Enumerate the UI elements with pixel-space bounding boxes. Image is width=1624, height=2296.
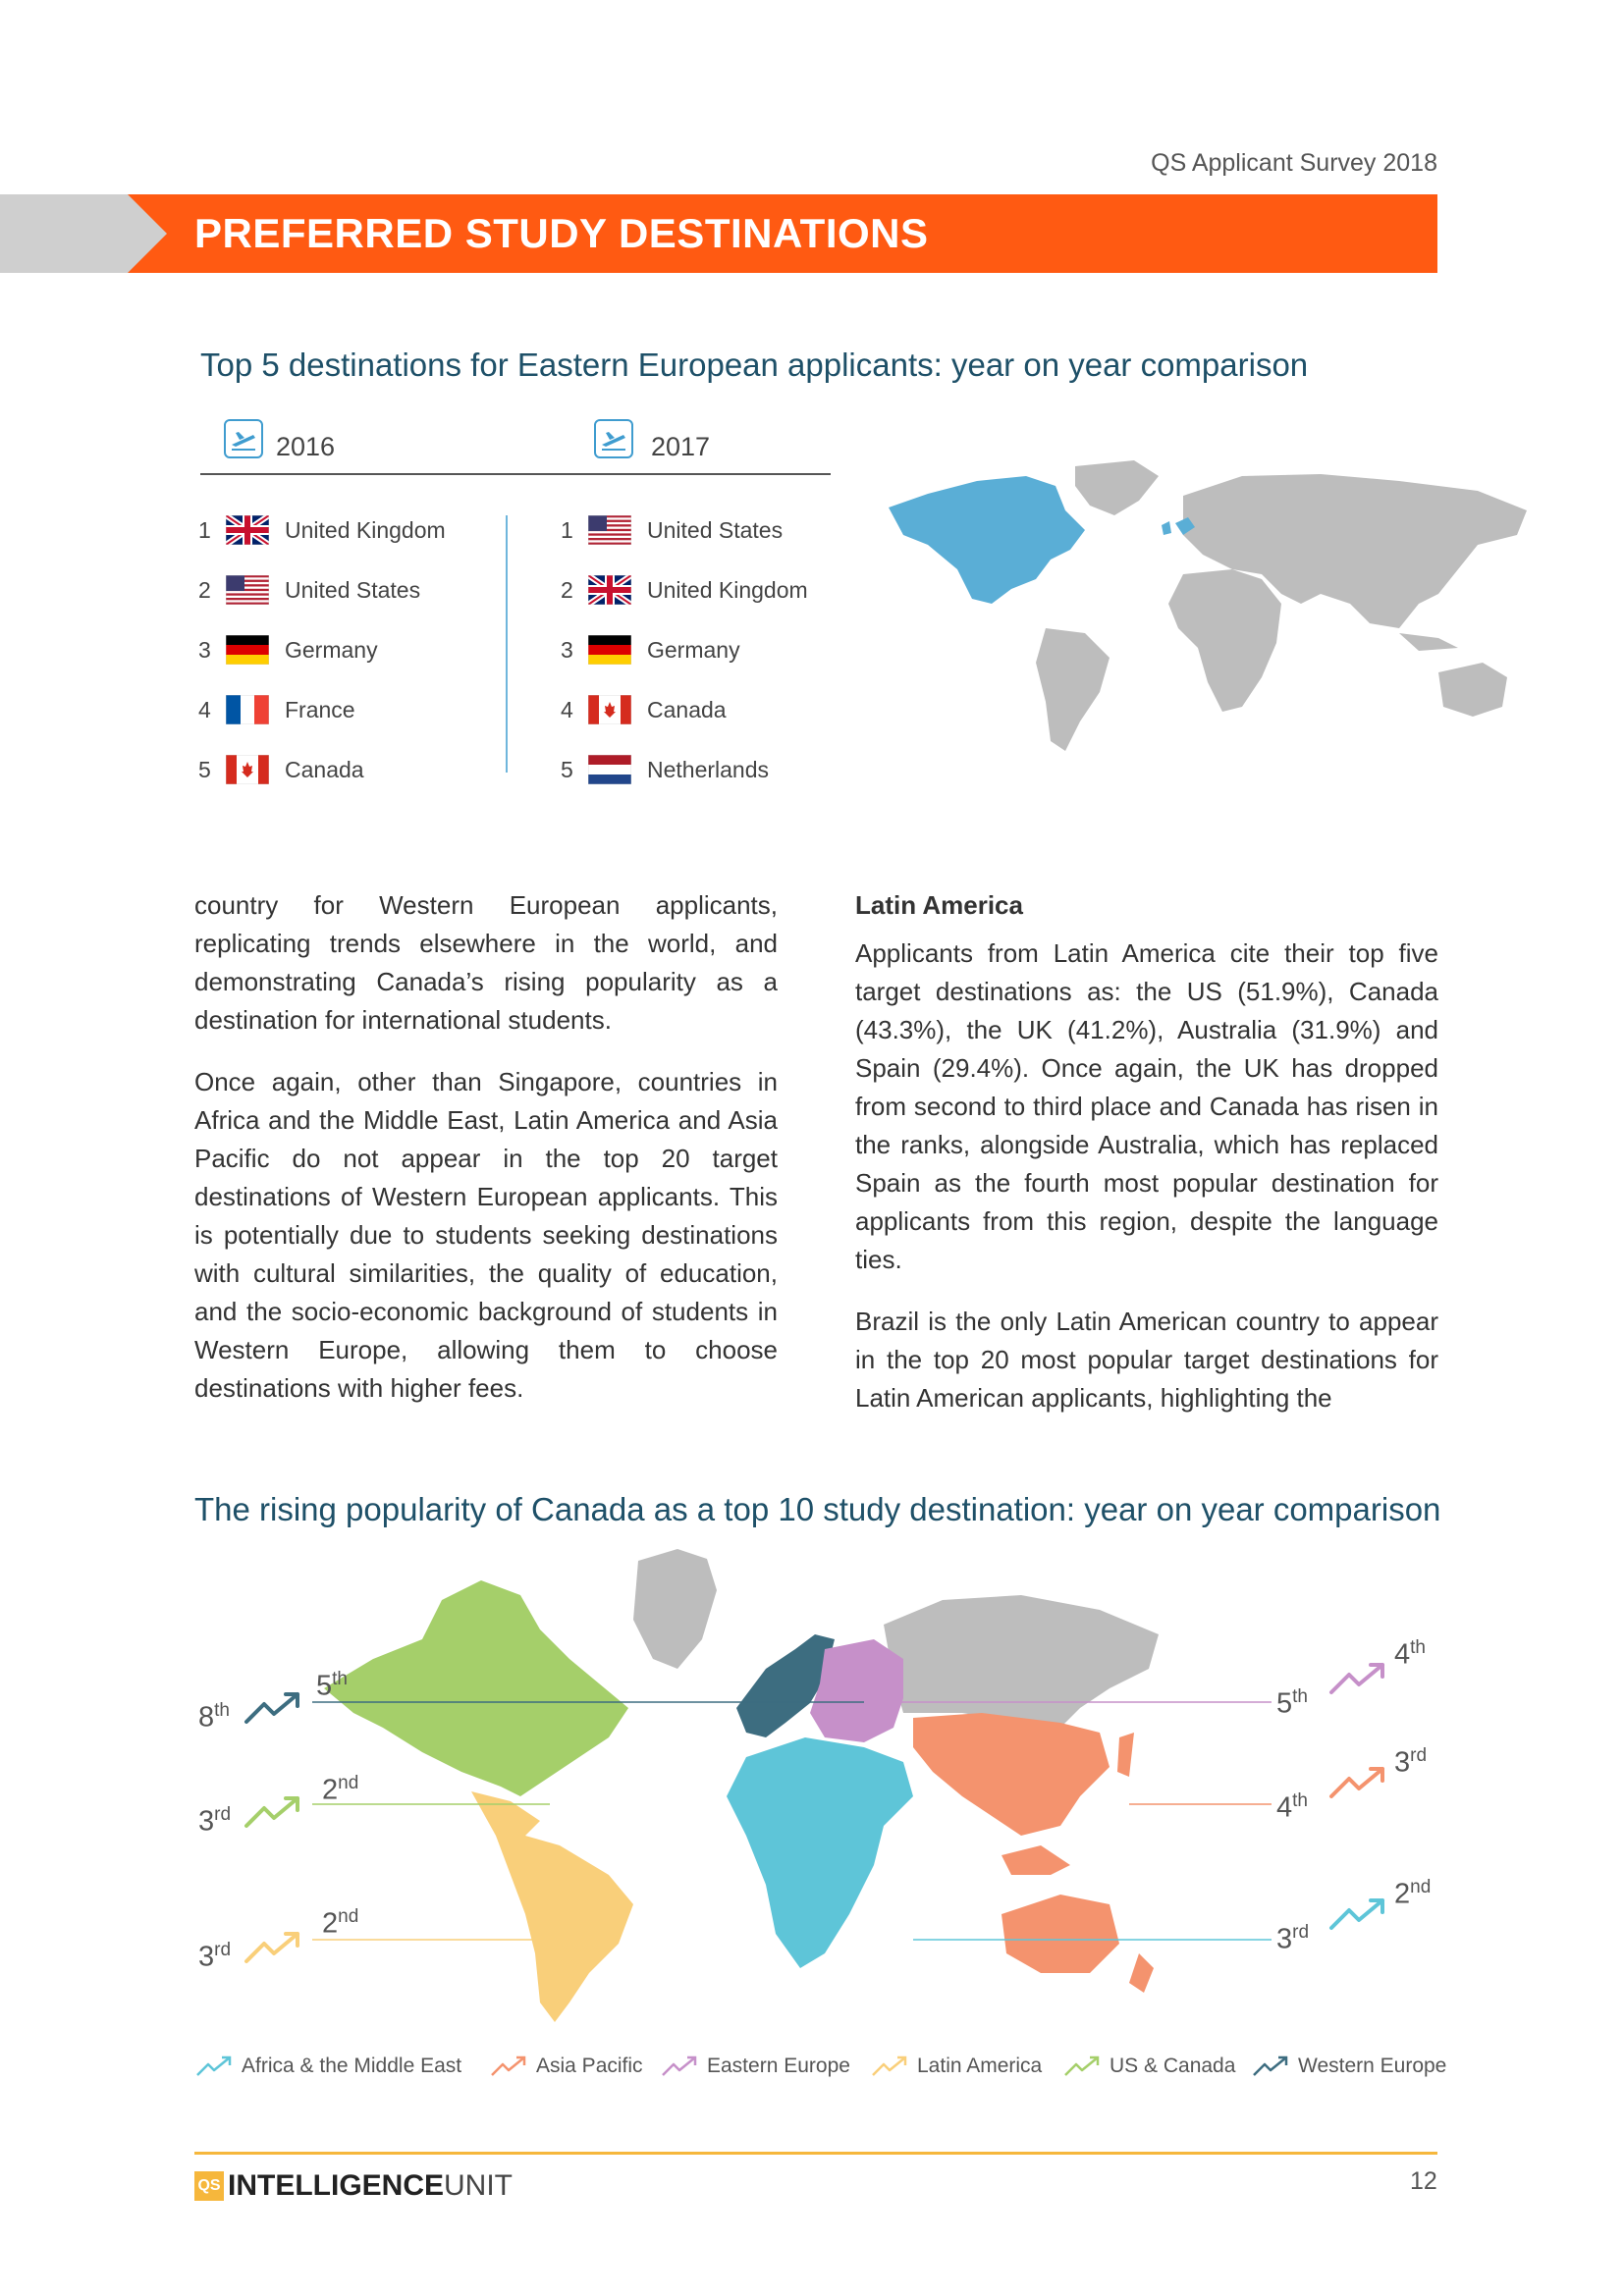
survey-title: QS Applicant Survey 2018: [1151, 149, 1437, 177]
destination-rank: 1: [198, 516, 211, 543]
body-paragraph: country for Western European applicants, replicating trends elsewhere in the world, and demonstrating Canada’s rising popularity as a destination for international students.: [194, 890, 778, 1035]
destination-country: Canada: [647, 696, 727, 722]
trend-up-icon: [1327, 1763, 1390, 1802]
legend-label: Latin America: [917, 2055, 1043, 2077]
canada-chart-title: The rising popularity of Canada as a top 10 study destination: year on year comparison: [194, 1491, 1441, 1527]
trend-up-icon: [489, 2054, 530, 2079]
rank-2018-label: 2nd: [322, 1773, 359, 1806]
brand-intelligence: INTELLIGENCE: [228, 2169, 445, 2202]
rank-2018-label: 5th: [316, 1669, 348, 1702]
body-paragraph: Once again, other than Singapore, countries in Africa and the Middle East, Latin America and Asia Pacific do not appear in the top 20 target destinations of Western European applicants. This is potentially due to students seeking destinations with cultural similarities, the quality of education, and the socio-economic background of students in Western Europe, allowing them to choose destinations with higher fees.: [194, 1067, 778, 1403]
destination-rank: 4: [198, 696, 211, 722]
year-2017-label: 2017: [651, 432, 711, 461]
year-2016-label: 2016: [276, 432, 336, 461]
legend-label: Africa & the Middle East: [242, 2055, 462, 2077]
rank-2017-label: 4th: [1276, 1790, 1308, 1824]
destination-country: United States: [647, 516, 784, 543]
top5-title: Top 5 destinations for Eastern European applicants: year on year comparison: [200, 347, 1309, 383]
legend-label: Eastern Europe: [707, 2055, 850, 2077]
legend-item: [489, 2047, 643, 2086]
destination-rank: 4: [561, 696, 573, 722]
destination-country: Germany: [285, 636, 378, 663]
footer-rule: [194, 2152, 1437, 2155]
trend-up-icon: [243, 1688, 305, 1728]
trend-up-icon: [243, 1792, 305, 1832]
destination-rank: 2: [198, 576, 211, 603]
legend-item: [870, 2047, 1042, 2086]
legend-label: Western Europe: [1298, 2055, 1447, 2077]
trend-up-icon: [1327, 1659, 1390, 1698]
rank-2017-label: 8th: [198, 1700, 230, 1734]
destination-rank: 5: [198, 756, 211, 782]
legend-label: Asia Pacific: [536, 2055, 643, 2077]
trend-up-icon: [870, 2054, 911, 2079]
destination-country: United Kingdom: [285, 516, 446, 543]
destination-country: France: [285, 696, 355, 722]
legend-label: US & Canada: [1110, 2055, 1236, 2077]
page-number: 12: [1410, 2167, 1437, 2195]
destination-country: United Kingdom: [647, 576, 808, 603]
body-paragraph: Applicants from Latin America cite their top five target destinations as: the US (51.9%), Canada (43.3%), the UK (41.2%), Australia (31.9%) and Spain (29.4%). Once again, the UK has dropped from second to third place and Canada has risen in the ranks, alongside Australia, which has replaced Spain as the fourth most popular destination for applicants from this region, despite the language ties.: [855, 938, 1438, 1274]
trend-up-icon: [1327, 1895, 1390, 1934]
destination-rank: 2: [561, 576, 573, 603]
rank-2018-label: 2nd: [1394, 1877, 1432, 1910]
brand-unit: UNIT: [444, 2169, 514, 2202]
destination-rank: 1: [561, 516, 573, 543]
rank-2017-label: 3rd: [1276, 1922, 1310, 1955]
destination-country: Netherlands: [647, 756, 770, 782]
rank-2018-label: 4th: [1394, 1637, 1426, 1671]
body-paragraph: Brazil is the only Latin American country to appear in the top 20 most popular target destinations for Latin American applicants, highlighting the: [855, 1307, 1438, 1413]
rank-2018-label: 3rd: [1394, 1745, 1428, 1779]
destination-rank: 3: [561, 636, 573, 663]
destination-country: Canada: [285, 756, 364, 782]
trend-up-icon: [1062, 2054, 1104, 2079]
rank-2017-label: 3rd: [198, 1940, 232, 1973]
section-title: PREFERRED STUDY DESTINATIONS: [194, 210, 929, 256]
legend-item: [1062, 2047, 1235, 2086]
trend-up-icon: [194, 2054, 236, 2079]
rank-2017-label: 5th: [1276, 1686, 1308, 1720]
trend-up-icon: [243, 1928, 305, 1967]
legend-item: [1251, 2047, 1446, 2086]
destination-country: Germany: [647, 636, 740, 663]
destination-rank: 5: [561, 756, 573, 782]
latin-america-heading: Latin America: [855, 890, 1023, 920]
legend-item: [194, 2047, 461, 2086]
legend-item: [660, 2047, 850, 2086]
qs-logo-mark: QS: [194, 2171, 224, 2201]
qs-intelligence-unit-logo: [194, 2169, 513, 2203]
rank-2017-label: 3rd: [198, 1804, 232, 1838]
rank-2018-label: 2nd: [322, 1906, 359, 1940]
destination-country: United States: [285, 576, 421, 603]
trend-up-icon: [1251, 2054, 1292, 2079]
trend-up-icon: [660, 2054, 701, 2079]
destination-rank: 3: [198, 636, 211, 663]
